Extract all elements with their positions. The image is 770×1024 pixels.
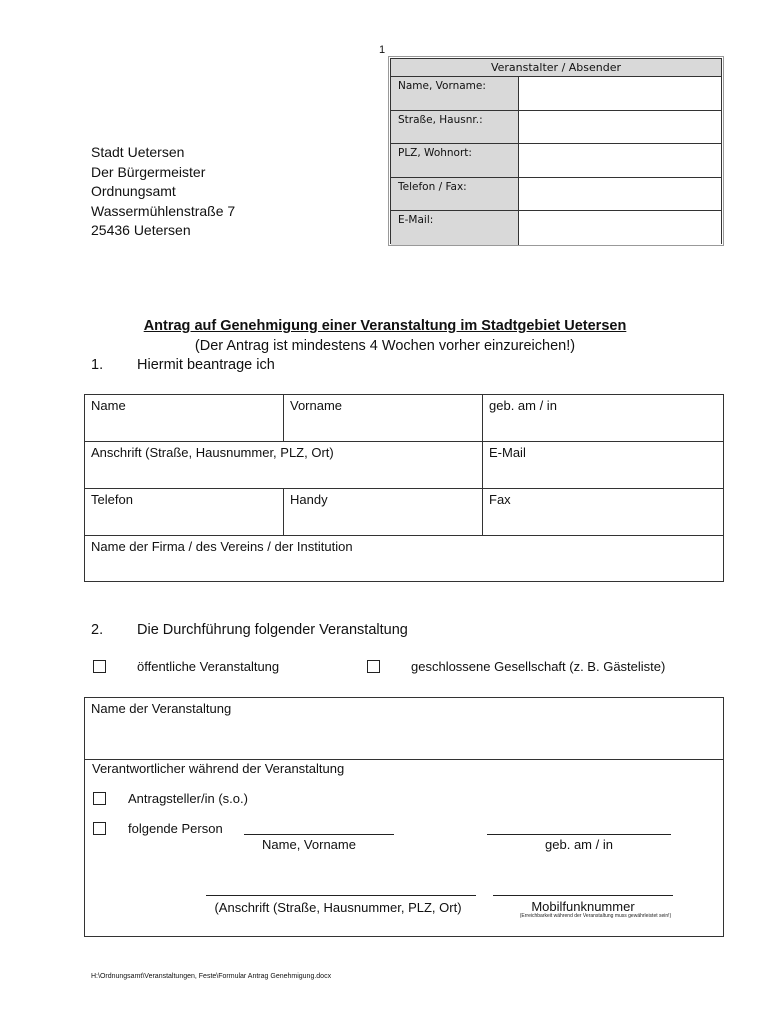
sender-label: Name, Vorname: (391, 77, 519, 110)
table-row (85, 536, 723, 583)
address-caption: (Anschrift (Straße, Hausnummer, PLZ, Ort) (214, 900, 462, 915)
name-field[interactable]: Name (85, 395, 284, 441)
public-event-checkbox[interactable] (93, 660, 106, 673)
table-row (85, 395, 723, 442)
mobile-note: (Erreichbarkeit während der Veranstaltung muss gewährleistet sein!) (519, 913, 672, 919)
applicant-label: Antragsteller/in (s.o.) (128, 791, 248, 806)
responsible-label: Verantwortlicher während der Veranstaltung (92, 761, 345, 776)
footer-path: H:\Ordnungsamt\Veranstaltungen, Feste\Formular Antrag Genehmigung.docx (91, 973, 332, 980)
phone-field[interactable]: Telefon (85, 489, 284, 535)
sender-box-header: Veranstalter / Absender (391, 59, 721, 77)
table-row (85, 489, 723, 536)
sender-row-name (391, 77, 721, 111)
other-person-label: folgende Person (128, 821, 223, 836)
event-name-field[interactable]: Name der Veranstaltung (85, 698, 723, 760)
sender-row-street (391, 111, 721, 145)
page-subtitle: (Der Antrag ist mindestens 4 Wochen vorher einzureichen!) (194, 338, 576, 354)
name-caption: Name, Vorname (262, 837, 356, 852)
sender-name-field[interactable] (519, 77, 721, 110)
private-event-label: geschlossene Gesellschaft (z. B. Gästeliste) (411, 659, 666, 674)
address-line: Wassermühlenstraße 7 (91, 202, 236, 219)
sender-street-field[interactable] (519, 111, 721, 144)
mobile-caption: Mobilfunknummer (531, 899, 635, 914)
name-input-line[interactable] (244, 834, 394, 835)
organization-field[interactable]: Name der Firma / des Vereins / der Institution (91, 539, 353, 554)
section2-number: 2. (91, 622, 104, 638)
mobile-field[interactable]: Handy (284, 489, 483, 535)
email-field[interactable]: E-Mail (489, 445, 526, 460)
other-person-checkbox[interactable] (93, 822, 106, 835)
address-line: Stadt Uetersen (91, 144, 185, 160)
first-name-field[interactable]: Vorname (284, 395, 483, 441)
sender-row-city (391, 144, 721, 178)
birth-field[interactable]: geb. am / in (489, 398, 557, 413)
table-row (85, 442, 723, 489)
sender-email-field[interactable] (519, 211, 721, 245)
applicant-checkbox[interactable] (93, 792, 106, 805)
recipient-address (91, 143, 235, 241)
applicant-table (84, 394, 724, 582)
birth-input-line[interactable] (487, 834, 671, 835)
private-event-checkbox[interactable] (367, 660, 380, 673)
address-input-line[interactable] (206, 895, 476, 896)
sender-label: PLZ, Wohnort: (391, 144, 519, 177)
fax-field[interactable]: Fax (489, 492, 511, 507)
sender-phone-field[interactable] (519, 178, 721, 211)
address-field[interactable]: Anschrift (Straße, Hausnummer, PLZ, Ort) (85, 442, 483, 488)
sender-row-phone (391, 178, 721, 212)
address-line: Ordnungsamt (91, 183, 176, 199)
section1-number: 1. (91, 357, 104, 373)
sender-row-email (391, 211, 721, 245)
page-title: Antrag auf Genehmigung einer Veranstaltung im Stadtgebiet Uetersen (143, 318, 627, 334)
sender-label: Straße, Hausnr.: (391, 111, 519, 144)
sender-city-field[interactable] (519, 144, 721, 177)
sender-label: Telefon / Fax: (391, 178, 519, 211)
sender-label: E-Mail: (391, 211, 519, 245)
section2-heading: Die Durchführung folgender Veranstaltung (137, 622, 408, 638)
birth-caption: geb. am / in (545, 837, 613, 852)
address-line: Der Bürgermeister (91, 163, 206, 180)
mobile-input-line[interactable] (493, 895, 673, 896)
public-event-label: öffentliche Veranstaltung (137, 659, 280, 674)
page-number: 1 (379, 44, 386, 56)
section1-heading: Hiermit beantrage ich (137, 357, 275, 373)
address-line: 25436 Uetersen (91, 222, 191, 238)
sender-box (390, 58, 722, 244)
